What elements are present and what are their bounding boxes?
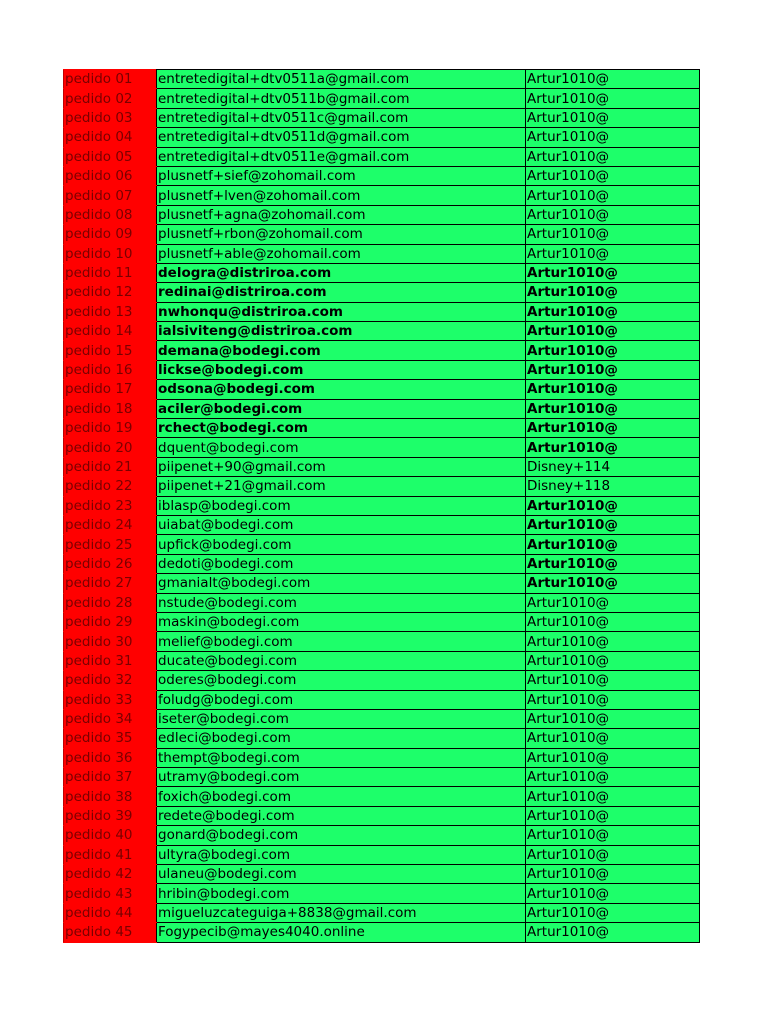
email-cell[interactable]: dedoti@bodegi.com [157, 554, 526, 573]
password-cell[interactable]: Disney+114 [526, 457, 700, 476]
order-cell[interactable]: pedido 19 [64, 419, 157, 438]
order-cell[interactable]: pedido 18 [64, 399, 157, 418]
table-row [64, 768, 700, 787]
email-cell[interactable]: entretedigital+dtv0511a@gmail.com [157, 70, 526, 89]
email-cell[interactable]: plusnetf+sief@zohomail.com [157, 166, 526, 185]
order-cell[interactable]: pedido 06 [64, 166, 157, 185]
password-cell[interactable]: Artur1010@ [526, 205, 700, 224]
table-row [64, 108, 700, 127]
table-row [64, 360, 700, 379]
password-cell[interactable]: Artur1010@ [526, 903, 700, 922]
table-row [64, 903, 700, 922]
table-row [64, 865, 700, 884]
order-cell[interactable]: pedido 08 [64, 205, 157, 224]
email-cell[interactable]: nstude@bodegi.com [157, 593, 526, 612]
password-cell[interactable]: Artur1010@ [526, 186, 700, 205]
email-cell[interactable]: Fogypecib@mayes4040.online [157, 923, 526, 942]
password-cell[interactable]: Artur1010@ [526, 166, 700, 185]
order-cell[interactable]: pedido 41 [64, 845, 157, 864]
orders-table-body [64, 70, 700, 943]
password-cell[interactable]: Artur1010@ [526, 748, 700, 767]
table-row [64, 283, 700, 302]
table-row [64, 186, 700, 205]
order-cell[interactable]: pedido 05 [64, 147, 157, 166]
order-cell[interactable]: pedido 33 [64, 690, 157, 709]
password-cell[interactable]: Artur1010@ [526, 225, 700, 244]
order-cell[interactable]: pedido 16 [64, 360, 157, 379]
table-row [64, 632, 700, 651]
email-cell[interactable]: entretedigital+dtv0511e@gmail.com [157, 147, 526, 166]
email-cell[interactable]: entretedigital+dtv0511c@gmail.com [157, 108, 526, 127]
password-cell[interactable]: Artur1010@ [526, 341, 700, 360]
order-cell[interactable]: pedido 28 [64, 593, 157, 612]
password-cell[interactable]: Artur1010@ [526, 845, 700, 864]
password-cell[interactable]: Artur1010@ [526, 574, 700, 593]
password-cell[interactable]: Artur1010@ [526, 496, 700, 515]
order-cell[interactable]: pedido 39 [64, 806, 157, 825]
email-cell[interactable]: thempt@bodegi.com [157, 748, 526, 767]
table-row [64, 923, 700, 942]
email-cell[interactable]: edleci@bodegi.com [157, 729, 526, 748]
order-cell[interactable]: pedido 35 [64, 729, 157, 748]
order-cell[interactable]: pedido 07 [64, 186, 157, 205]
email-cell[interactable]: plusnetf+agna@zohomail.com [157, 205, 526, 224]
email-cell[interactable]: piipenet+21@gmail.com [157, 477, 526, 496]
order-cell[interactable]: pedido 21 [64, 457, 157, 476]
order-cell[interactable]: pedido 37 [64, 768, 157, 787]
email-cell[interactable]: hribin@bodegi.com [157, 884, 526, 903]
table-row [64, 709, 700, 728]
order-cell[interactable]: pedido 30 [64, 632, 157, 651]
order-cell[interactable]: pedido 25 [64, 535, 157, 554]
table-row [64, 477, 700, 496]
table-row [64, 554, 700, 573]
password-cell[interactable]: Artur1010@ [526, 806, 700, 825]
table-row [64, 593, 700, 612]
table-row [64, 244, 700, 263]
table-row [64, 147, 700, 166]
table-row [64, 574, 700, 593]
password-cell[interactable]: Artur1010@ [526, 651, 700, 670]
email-cell[interactable]: plusnetf+lven@zohomail.com [157, 186, 526, 205]
email-cell[interactable]: rchect@bodegi.com [157, 419, 526, 438]
password-cell[interactable]: Artur1010@ [526, 884, 700, 903]
order-cell[interactable]: pedido 04 [64, 128, 157, 147]
order-cell[interactable]: pedido 45 [64, 923, 157, 942]
email-cell[interactable]: gonard@bodegi.com [157, 826, 526, 845]
password-cell[interactable]: Artur1010@ [526, 554, 700, 573]
email-cell[interactable]: foludg@bodegi.com [157, 690, 526, 709]
table-row [64, 322, 700, 341]
table-row [64, 612, 700, 631]
email-cell[interactable]: plusnetf+rbon@zohomail.com [157, 225, 526, 244]
order-cell[interactable]: pedido 01 [64, 70, 157, 89]
password-cell[interactable]: Artur1010@ [526, 632, 700, 651]
password-cell[interactable]: Artur1010@ [526, 399, 700, 418]
order-cell[interactable]: pedido 17 [64, 380, 157, 399]
password-cell[interactable]: Artur1010@ [526, 923, 700, 942]
email-cell[interactable]: gmanialt@bodegi.com [157, 574, 526, 593]
order-cell[interactable]: pedido 11 [64, 263, 157, 282]
table-row [64, 826, 700, 845]
order-cell[interactable]: pedido 38 [64, 787, 157, 806]
table-row [64, 729, 700, 748]
order-cell[interactable]: pedido 10 [64, 244, 157, 263]
email-cell[interactable]: utramy@bodegi.com [157, 768, 526, 787]
order-cell[interactable]: pedido 31 [64, 651, 157, 670]
order-cell[interactable]: pedido 23 [64, 496, 157, 515]
password-cell[interactable]: Artur1010@ [526, 729, 700, 748]
table-row [64, 380, 700, 399]
table-row [64, 651, 700, 670]
email-cell[interactable]: migueluzcateguiga+8838@gmail.com [157, 903, 526, 922]
email-cell[interactable]: dquent@bodegi.com [157, 438, 526, 457]
password-cell[interactable]: Artur1010@ [526, 360, 700, 379]
table-row [64, 438, 700, 457]
password-cell[interactable]: Artur1010@ [526, 147, 700, 166]
email-cell[interactable]: entretedigital+dtv0511b@gmail.com [157, 89, 526, 108]
password-cell[interactable]: Artur1010@ [526, 380, 700, 399]
table-row [64, 225, 700, 244]
email-cell[interactable]: melief@bodegi.com [157, 632, 526, 651]
email-cell[interactable]: piipenet+90@gmail.com [157, 457, 526, 476]
password-cell[interactable]: Artur1010@ [526, 108, 700, 127]
orders-table [63, 69, 700, 943]
order-cell[interactable]: pedido 22 [64, 477, 157, 496]
email-cell[interactable]: ultyra@bodegi.com [157, 845, 526, 864]
table-row [64, 89, 700, 108]
password-cell[interactable]: Artur1010@ [526, 535, 700, 554]
email-cell[interactable]: demana@bodegi.com [157, 341, 526, 360]
table-row [64, 128, 700, 147]
order-cell[interactable]: pedido 36 [64, 748, 157, 767]
table-row [64, 535, 700, 554]
order-cell[interactable]: pedido 34 [64, 709, 157, 728]
order-cell[interactable]: pedido 15 [64, 341, 157, 360]
order-cell[interactable]: pedido 26 [64, 554, 157, 573]
table-row [64, 690, 700, 709]
table-row [64, 302, 700, 321]
password-cell[interactable]: Artur1010@ [526, 263, 700, 282]
email-cell[interactable]: ducate@bodegi.com [157, 651, 526, 670]
table-row [64, 515, 700, 534]
order-cell[interactable]: pedido 20 [64, 438, 157, 457]
email-cell[interactable]: maskin@bodegi.com [157, 612, 526, 631]
email-cell[interactable]: redinai@distriroa.com [157, 283, 526, 302]
password-cell[interactable]: Artur1010@ [526, 70, 700, 89]
order-cell[interactable]: pedido 14 [64, 322, 157, 341]
email-cell[interactable]: foxich@bodegi.com [157, 787, 526, 806]
email-cell[interactable]: odsona@bodegi.com [157, 380, 526, 399]
table-row [64, 496, 700, 515]
password-cell[interactable]: Artur1010@ [526, 768, 700, 787]
email-cell[interactable]: iblasp@bodegi.com [157, 496, 526, 515]
password-cell[interactable]: Disney+118 [526, 477, 700, 496]
table-row [64, 419, 700, 438]
order-cell[interactable]: pedido 02 [64, 89, 157, 108]
table-row [64, 341, 700, 360]
order-cell[interactable]: pedido 40 [64, 826, 157, 845]
password-cell[interactable]: Artur1010@ [526, 690, 700, 709]
password-cell[interactable]: Artur1010@ [526, 515, 700, 534]
email-cell[interactable]: ulaneu@bodegi.com [157, 865, 526, 884]
password-cell[interactable]: Artur1010@ [526, 283, 700, 302]
email-cell[interactable]: redete@bodegi.com [157, 806, 526, 825]
email-cell[interactable]: entretedigital+dtv0511d@gmail.com [157, 128, 526, 147]
order-cell[interactable]: pedido 43 [64, 884, 157, 903]
table-row [64, 205, 700, 224]
order-cell[interactable]: pedido 29 [64, 612, 157, 631]
password-cell[interactable]: Artur1010@ [526, 826, 700, 845]
email-cell[interactable]: nwhonqu@distriroa.com [157, 302, 526, 321]
table-row [64, 884, 700, 903]
password-cell[interactable]: Artur1010@ [526, 865, 700, 884]
email-cell[interactable]: delogra@distriroa.com [157, 263, 526, 282]
email-cell[interactable]: upfick@bodegi.com [157, 535, 526, 554]
table-row [64, 457, 700, 476]
email-cell[interactable]: lickse@bodegi.com [157, 360, 526, 379]
password-cell[interactable]: Artur1010@ [526, 419, 700, 438]
order-cell[interactable]: pedido 03 [64, 108, 157, 127]
password-cell[interactable]: Artur1010@ [526, 612, 700, 631]
password-cell[interactable]: Artur1010@ [526, 322, 700, 341]
order-cell[interactable]: pedido 24 [64, 515, 157, 534]
table-row [64, 748, 700, 767]
email-cell[interactable]: oderes@bodegi.com [157, 671, 526, 690]
order-cell[interactable]: pedido 27 [64, 574, 157, 593]
order-cell[interactable]: pedido 32 [64, 671, 157, 690]
order-cell[interactable]: pedido 42 [64, 865, 157, 884]
email-cell[interactable]: iseter@bodegi.com [157, 709, 526, 728]
password-cell[interactable]: Artur1010@ [526, 128, 700, 147]
password-cell[interactable]: Artur1010@ [526, 709, 700, 728]
order-cell[interactable]: pedido 44 [64, 903, 157, 922]
password-cell[interactable]: Artur1010@ [526, 593, 700, 612]
email-cell[interactable]: aciler@bodegi.com [157, 399, 526, 418]
password-cell[interactable]: Artur1010@ [526, 671, 700, 690]
table-row [64, 671, 700, 690]
password-cell[interactable]: Artur1010@ [526, 244, 700, 263]
table-row [64, 787, 700, 806]
password-cell[interactable]: Artur1010@ [526, 787, 700, 806]
email-cell[interactable]: uiabat@bodegi.com [157, 515, 526, 534]
password-cell[interactable]: Artur1010@ [526, 302, 700, 321]
table-row [64, 845, 700, 864]
order-cell[interactable]: pedido 13 [64, 302, 157, 321]
email-cell[interactable]: ialsiviteng@distriroa.com [157, 322, 526, 341]
table-row [64, 399, 700, 418]
table-row [64, 806, 700, 825]
table-row [64, 263, 700, 282]
password-cell[interactable]: Artur1010@ [526, 89, 700, 108]
order-cell[interactable]: pedido 12 [64, 283, 157, 302]
table-row [64, 70, 700, 89]
email-cell[interactable]: plusnetf+able@zohomail.com [157, 244, 526, 263]
table-row [64, 166, 700, 185]
password-cell[interactable]: Artur1010@ [526, 438, 700, 457]
order-cell[interactable]: pedido 09 [64, 225, 157, 244]
